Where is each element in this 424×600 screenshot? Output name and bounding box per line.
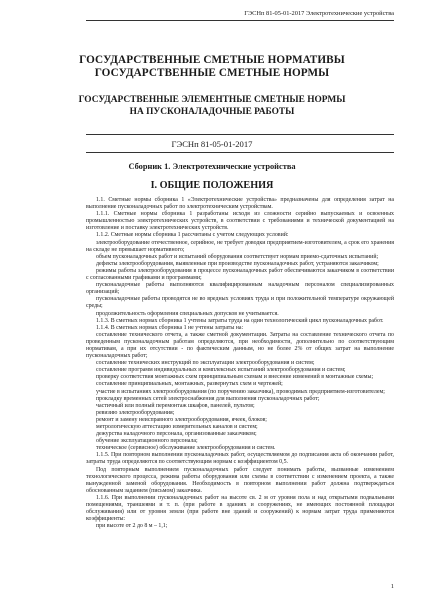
paragraph: составление технического отчета, а также сметной документации. Затраты на составление технического отчета по проведенным пусконаладочным работам определяются, при необходимости, дополнительно по соответствующим нормативам, а при их отсутствии - по фактическим данным, но не более 2% от общих затрат на выполнение пусконаладочных работ; xyxy=(86,331,394,360)
paragraph: Под повторным выполнением пусконаладочных работ следует понимать работы, вызванные изменением технологического процесса, режима работы оборудования или схемы в соответствии с изменением проекта, а также вынужденной заменой оборудования. Необходимость в повторном выполнении работ должна подтверждаться обоснованным заданием (письмом) заказчика. xyxy=(86,466,394,494)
paragraph: проверку соответствия монтажных схем принципиальным схемам и внесение изменений в монтажные схемы; xyxy=(96,374,374,381)
paragraph: ремонт и замену неисправного электрооборудования, ячеек, блоков; xyxy=(96,416,267,423)
paragraph: 1.1. Сметные нормы сборника 1 «Электротехнические устройства» предназначены для определения затрат на выполнение пусконаладочных работ по электротехническим устройствам. xyxy=(86,197,394,211)
paragraph: прокладку временных сетей электроснабжения для выполнения пусконаладочных работ; xyxy=(96,395,320,402)
paragraph: составление программ индивидуальных и комплексных испытаний электрооборудования и систем; xyxy=(96,367,346,374)
section-title: I. ОБЩИЕ ПОЛОЖЕНИЯ xyxy=(150,180,274,191)
paragraph: пусконаладочные работы выполняются квалифицированным наладочным персоналом специализированных организаций; xyxy=(86,282,394,296)
paragraph: 1.1.2. Сметные нормы сборника 1 рассчитаны с учетом следующих условий: xyxy=(96,232,289,239)
paragraph: дежурства наладочного персонала, организованные заказчиком; xyxy=(96,431,257,438)
paragraph: обучение эксплуатационного персонала; xyxy=(96,438,198,445)
code-rule-bottom xyxy=(86,152,394,153)
code-rule-top xyxy=(86,134,394,135)
main-title-line-1: ГОСУДАРСТВЕННЫЕ СМЕТНЫЕ НОРМАТИВЫ xyxy=(79,54,345,66)
paragraph: объем пусконаладочных работ и испытаний оборудования соответствует нормам приемо-сдаточных испытаний; xyxy=(96,253,379,260)
main-title xyxy=(30,54,394,80)
paragraph: техническое (сервисное) обслуживание электрооборудования и систем. xyxy=(96,445,276,452)
paragraph: ревизию электрооборудования; xyxy=(96,409,175,416)
paragraph: продолжительность оформления специальных допусков не учитывается. xyxy=(96,310,279,317)
subtitle-line-2: НА ПУСКОНАЛАДОЧНЫЕ РАБОТЫ xyxy=(129,106,295,117)
paragraph: пусконаладочные работы проводятся не во вредных условиях труда и при положительной температуре окружающей среды; xyxy=(86,296,394,310)
paragraph: при высоте от 2 до 8 м – 1,1; xyxy=(96,523,168,530)
paragraph: участие в испытаниях электрооборудования (по поручению заказчика), проводимых предприятием-изготовителем; xyxy=(96,388,385,395)
subtitle xyxy=(30,95,394,118)
paragraph: составление технических инструкций по эксплуатации электрооборудования и систем; xyxy=(96,360,315,367)
collection-title: Сборник 1. Электротехнические устройства xyxy=(128,162,296,171)
paragraph: 1.1.4. В сметных нормах сборника 1 не учтены затраты на: xyxy=(96,324,244,331)
paragraph: составление принципиальных, монтажных, развернутых схем и чертежей; xyxy=(96,381,283,388)
paragraph: дефекты электрооборудования, выявленные при производстве пусконаладочных работ, устраняются заказчиком; xyxy=(96,260,379,267)
paragraph: частичный или полный перемонтаж шкафов, панелей, пультов; xyxy=(96,402,255,409)
body-text xyxy=(86,197,394,530)
paragraph: режимы работы электрооборудования в процессе пусконаладочных работ обеспечиваются заказчиком в соответствии с согласованными графиками и программами; xyxy=(86,267,394,282)
main-title-line-2: ГОСУДАРСТВЕННЫЕ СМЕТНЫЕ НОРМЫ xyxy=(94,67,330,79)
paragraph: 1.1.3. В сметных нормах сборника 1 учтены затраты труда на один технологический цикл пусконаладочных работ. xyxy=(96,317,384,324)
subtitle-line-1: ГОСУДАРСТВЕННЫЕ ЭЛЕМЕНТНЫЕ СМЕТНЫЕ НОРМЫ xyxy=(78,95,346,105)
paragraph: 1.1.6. При выполнении пусконаладочных работ на высоте св. 2 м от уровня пола и над открытыми подвальными помещениями, траншеями и т. п. (при работе в зданиях и сооружениях, не имеющих постоянной площадки обслуживания) или от уровня земли (при работе вне зданий и сооружений) к нормам затрат труда применяются коэффициенты: xyxy=(86,494,394,523)
paragraph: электрооборудование отечественное, серийное, не требует доводки предприятием-изготовителем, а срок его хранения на складе не превышает нормативного; xyxy=(86,239,394,253)
header-rule xyxy=(86,20,394,21)
paragraph: 1.1.1. Сметные нормы сборника 1 разработаны исходя из сложности серийно выпускаемых и освоенных промышленностью электротехнических устройств, в соответствии с требованиями и технической документацией на изготовление и поставку электротехнических устройств. xyxy=(86,211,394,232)
paragraph: метрологическую аттестацию измерительных каналов и систем; xyxy=(96,424,258,430)
document-code: ГЭСНп 81-05-01-2017 xyxy=(171,139,253,149)
paragraph: 1.1.5. При повторном выполнении пусконаладочных работ, осуществляемом до подписания акта об окончании работ, затраты труда определяются по соответствующим нормам с коэффициентом 0,5. xyxy=(86,452,394,466)
running-header: ГЭСНп 81-05-01-2017 Электротехнические устройства xyxy=(244,10,394,17)
page-number: 1 xyxy=(390,583,394,590)
